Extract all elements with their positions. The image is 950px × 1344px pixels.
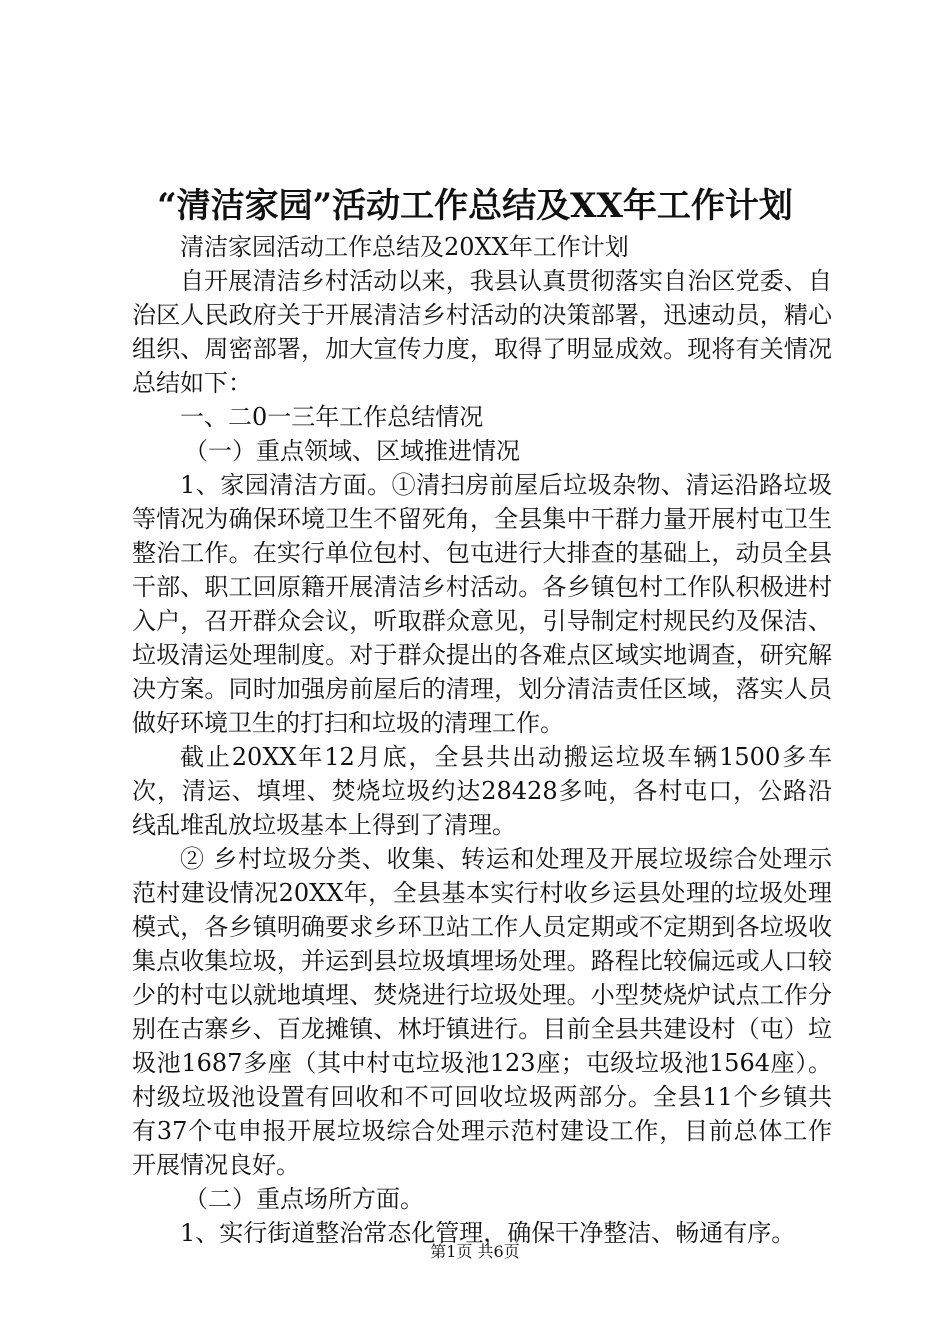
body-paragraph: 截止20XX年12月底，全县共出动搬运垃圾车辆1500多车次，清运、填埋、焚烧垃圾约达28428多吨，各村屯口，公路沿线乱堆乱放垃圾基本上得到了清理。 xyxy=(132,743,832,839)
document-body xyxy=(132,230,832,1250)
page-footer: 第1页 共6页 xyxy=(430,1242,520,1261)
subtitle-paragraph: 清洁家园活动工作总结及20XX年工作计划 xyxy=(180,233,629,261)
subsection-heading: （一）重点领域、区域推进情况 xyxy=(184,437,520,465)
body-paragraph: 1、家园清洁方面。①清扫房前屋后垃圾杂物、清运沿路垃圾等情况为确保环境卫生不留死角，全县集中干群力量开展村屯卫生整治工作。在实行单位包村、包屯进行大排查的基础上，动员全县干部、职工回原籍开展清洁乡村活动。各乡镇包村工作队积极进村入户，召开群众会议，听取群众意见，引导制定村规民约及保洁、垃圾清运处理制度。对于群众提出的各难点区域实地调查，研究解决方案。同时加强房前屋后的清理，划分清洁责任区域，落实人员做好环境卫生的打扫和垃圾的清理工作。 xyxy=(132,471,832,737)
section-heading: 一、二0一三年工作总结情况 xyxy=(180,403,484,431)
intro-paragraph: 自开展清洁乡村活动以来，我县认真贯彻落实自治区党委、自治区人民政府关于开展清洁乡村活动的决策部署，迅速动员，精心组织、周密部署，加大宣传力度，取得了明显成效。现将有关情况总结如下： xyxy=(132,267,832,397)
document-title: “清洁家园”活动工作总结及XX年工作计划 xyxy=(157,186,793,226)
subsection-heading: （二）重点场所方面。 xyxy=(184,1185,424,1213)
body-paragraph: ② 乡村垃圾分类、收集、转运和处理及开展垃圾综合处理示范村建设情况20XX年，全县基本实行村收乡运县处理的垃圾处理模式，各乡镇明确要求乡环卫站工作人员定期或不定期到各垃圾收集点收集垃圾，并运到县垃圾填埋场处理。路程比较偏远或人口较少的村屯以就地填埋、焚烧进行垃圾处理。小型焚烧炉试点工作分别在古寨乡、百龙摊镇、林圩镇进行。目前全县共建设村（屯）垃圾池1687多座（其中村屯垃圾池123座；屯级垃圾池1564座）。村级垃圾池设置有回收和不可回收垃圾两部分。全县11个乡镇共有37个屯申报开展垃圾综合处理示范村建设工作，目前总体工作开展情况良好。 xyxy=(132,845,832,1179)
body-paragraph: 1、实行街道整治常态化管理，确保干净整洁、畅通有序。 xyxy=(180,1219,796,1247)
